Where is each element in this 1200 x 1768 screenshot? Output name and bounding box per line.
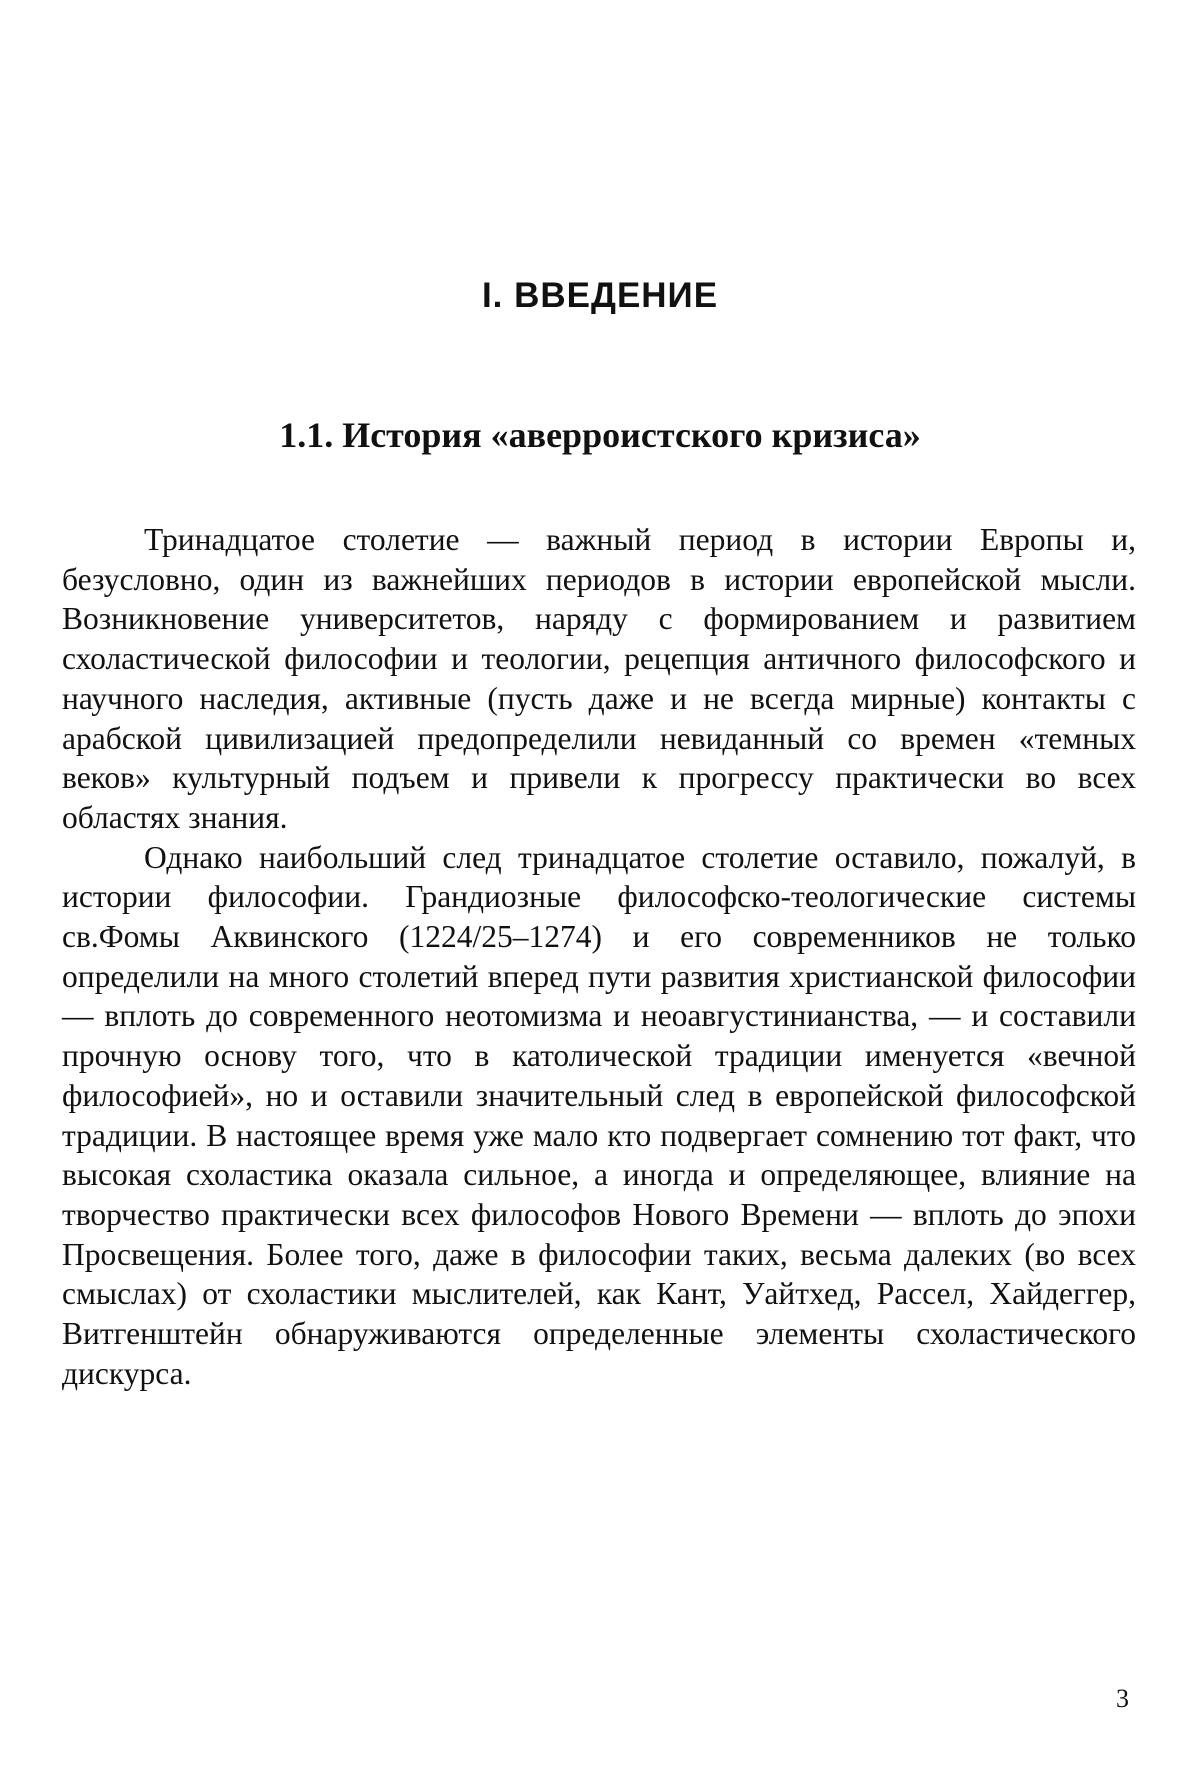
chapter-title: I. ВВЕДЕНИЕ — [481, 276, 719, 315]
section-title: 1.1. История «аверроистского кризиса» — [279, 415, 921, 455]
paragraph-2: Однако наибольший след тринадцатое столетие оставило, пожалуй, в истории философии. Грандиозные философско-теологические системы св.Фомы Аквинского (1224/25–1274) и его современников не только определили на много столетий вперед пути развития христианской философии — вплоть до современного неотомизма и неоавгустинианства, — и составили прочную основу того, что в католической традиции именуется «вечной философией», но и оставили значительный след в европейской философской традиции. В настоящее время уже мало кто подвергает сомнению тот факт, что высокая схоластика оказала сильное, а иногда и определяющее, влияние на творчество практически всех философов Нового Времени — вплоть до эпохи Просвещения. Более того, даже в философии таких, весьма далеких (во всех смыслах) от схоластики мыслителей, как Кант, Уайтхед, Рассел, Хайдеггер, Витгенштейн обнаруживаются определенные элементы схоластического дискурса. — [62, 839, 1136, 1391]
page-number: 3 — [1116, 1684, 1129, 1713]
paragraph-1: Тринадцатое столетие — важный период в истории Европы и, безусловно, один из важнейших периодов в истории европейской мысли. Возникновение университетов, наряду с формированием и развитием схоластической философии и теологии, рецепция античного философского и научного наследия, активные (пусть даже и не всегда мирные) контакты с арабской цивилизацией предопределили невиданный со времен «темных веков» культурный подъем и привели к прогрессу практически во всех областях знания. — [62, 522, 1136, 835]
body-text — [62, 520, 1136, 1393]
